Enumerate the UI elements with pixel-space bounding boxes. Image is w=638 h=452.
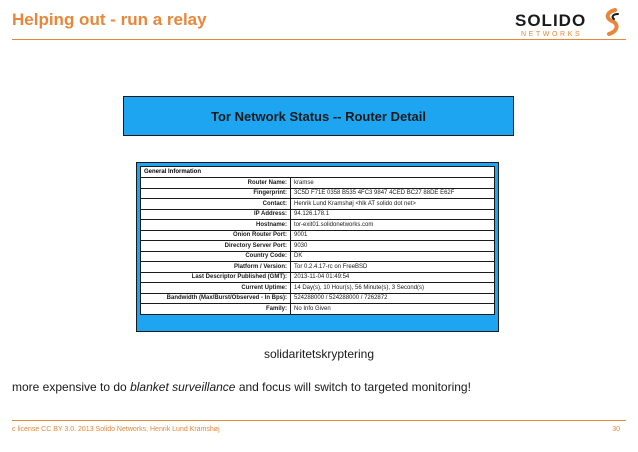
row-value: Henrik Lund Kramshøj <hlk AT solido dot net> (291, 199, 495, 210)
footer-divider (12, 420, 626, 421)
row-label: Hostname: (141, 220, 291, 231)
logo-swirl-icon (601, 8, 623, 38)
row-value: DK (291, 251, 495, 262)
table-row (141, 283, 495, 294)
row-value: kramse (291, 178, 495, 189)
row-value: 2013-11-04 01:49:54 (291, 272, 495, 283)
row-value: 9001 (291, 230, 495, 241)
tor-status-title: Tor Network Status -- Router Detail (210, 108, 426, 124)
body-text-end: and focus will switch to targeted monitoring! (235, 380, 471, 394)
page-number: 30 (612, 426, 620, 433)
row-label: Last Descriptor Published (GMT): (141, 272, 291, 283)
row-label: Family: (141, 304, 291, 315)
row-label: Platform / Version: (141, 262, 291, 273)
row-label: Contact: (141, 199, 291, 210)
table-row (141, 188, 495, 199)
table-row (141, 262, 495, 273)
table-row (141, 293, 495, 304)
table-row (141, 304, 495, 315)
table-row (141, 230, 495, 241)
row-value: tor-exit01.solidonetworks.com (291, 220, 495, 231)
table-row (141, 199, 495, 210)
row-label: Onion Router Port: (141, 230, 291, 241)
table-row (141, 220, 495, 231)
body-text-start: more expensive to do (12, 380, 131, 394)
table-row (141, 178, 495, 189)
slide-title: Helping out - run a relay (12, 10, 207, 29)
row-label: Router Name: (141, 178, 291, 189)
logo-wordmark: SOLIDO (515, 11, 587, 30)
row-value: Tor 0.2.4.17-rc on FreeBSD (291, 262, 495, 273)
row-value: No Info Given (291, 304, 495, 315)
row-label: Fingerprint: (141, 188, 291, 199)
row-value: 3C5D F71E 0358 B535 4FC3 9847 4CED BC27 88DE E62F (291, 188, 495, 199)
solido-networks-logo (515, 8, 627, 40)
table-row (141, 241, 495, 252)
tor-status-header (123, 96, 514, 136)
row-label: Current Uptime: (141, 283, 291, 294)
row-value: 14 Day(s), 10 Hour(s), 56 Minute(s), 3 Second(s) (291, 283, 495, 294)
row-label: Country Code: (141, 251, 291, 262)
row-label: Directory Server Port: (141, 241, 291, 252)
body-text (12, 380, 471, 394)
row-value: 524288000 / 524288000 / 7262872 (291, 293, 495, 304)
slide-caption: solidaritetskryptering (263, 347, 375, 361)
logo-subtitle: NETWORKS (521, 31, 583, 38)
row-label: IP Address: (141, 209, 291, 220)
table-row (141, 251, 495, 262)
footer-license: c license CC BY 3.0. 2013 Solido Networks, Henrik Lund Kramshøj (12, 426, 220, 433)
row-label: Bandwidth (Max/Burst/Observed - In Bps): (141, 293, 291, 304)
table-row (141, 272, 495, 283)
row-value: 94.126.178.1 (291, 209, 495, 220)
row-value: 9030 (291, 241, 495, 252)
router-detail-table (136, 162, 499, 332)
body-text-emphasis: blanket surveillance (130, 380, 236, 394)
section-heading: General Information (141, 167, 495, 178)
table-row (141, 209, 495, 220)
